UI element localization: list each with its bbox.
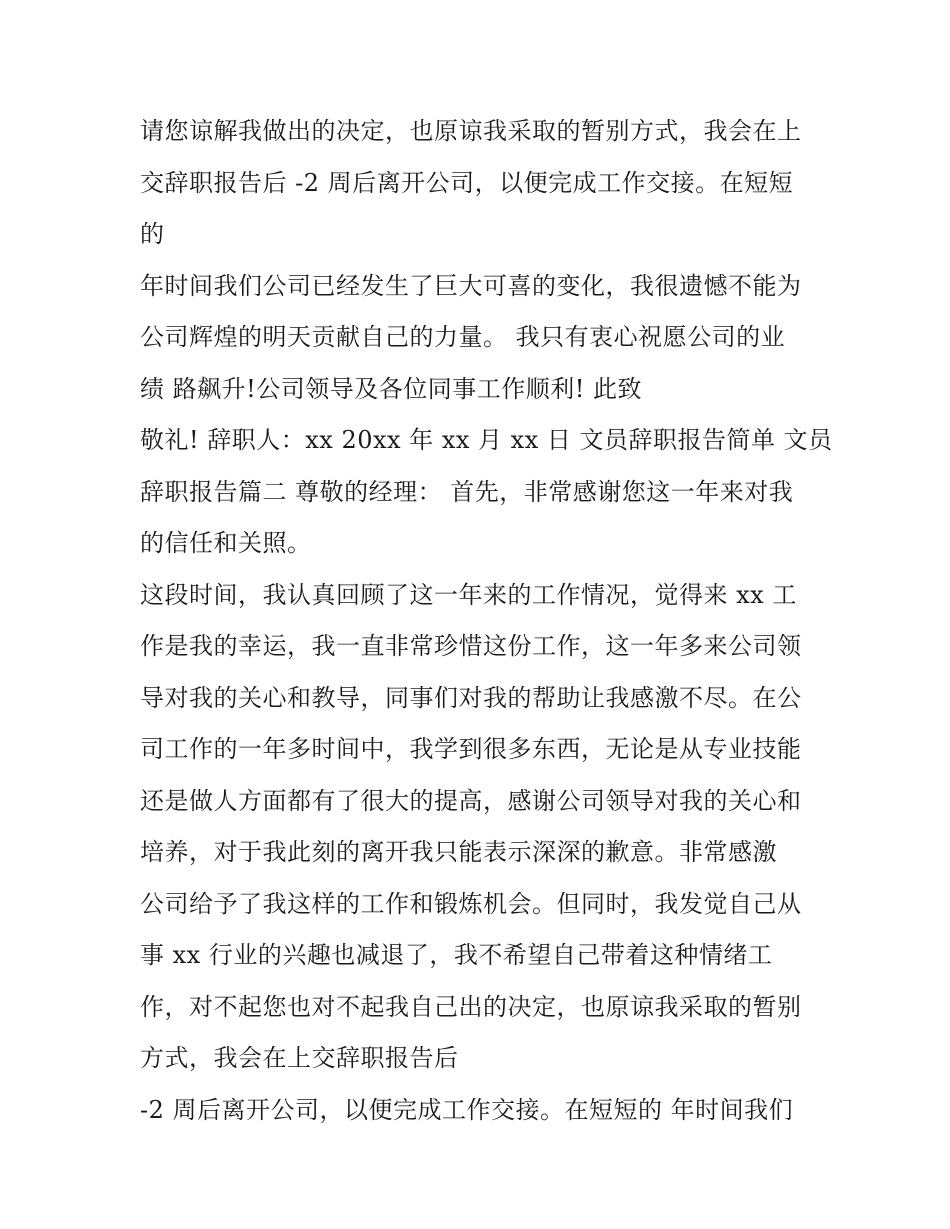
text-line-13: 司工作的一年多时间中，我学到很多东西，无论是从专业技能 bbox=[140, 735, 802, 763]
text-line-7: 敬礼! 辞职人：xx 20xx 年 xx 月 xx 日 文员辞职报告简单 文员 bbox=[140, 426, 833, 454]
text-line-17: 事 xx 行业的兴趣也减退了，我不希望自己带着这种情绪工 bbox=[140, 941, 773, 969]
body-text bbox=[140, 106, 833, 1136]
text-line-19: 方式，我会在上交辞职报告后 bbox=[140, 1044, 459, 1072]
text-line-3: 的 bbox=[140, 220, 165, 248]
text-line-20: -2 周后离开公司，以便完成工作交接。在短短的 年时间我们 bbox=[140, 1095, 794, 1124]
text-line-8: 辞职报告篇二 尊敬的经理： 首先，非常感谢您这一年来对我 bbox=[140, 477, 794, 506]
text-line-16: 公司给予了我这样的工作和锻炼机会。但同时，我发觉自己从 bbox=[140, 889, 802, 918]
text-line-11: 作是我的幸运，我一直非常珍惜这份工作，这一年多来公司领 bbox=[140, 632, 802, 660]
text-line-18: 作，对不起您也对不起我自己出的决定，也原谅我采取的暂别 bbox=[140, 992, 802, 1021]
text-line-14: 还是做人方面都有了很大的提高，感谢公司领导对我的关心和 bbox=[140, 786, 802, 815]
text-line-6: 绩 路飙升!公司领导及各位同事工作顺利! 此致 bbox=[140, 374, 643, 403]
text-line-12: 导对我的关心和教导，同事们对我的帮助让我感激不尽。在公 bbox=[140, 683, 802, 712]
text-line-2: 交辞职报告后 -2 周后离开公司，以便完成工作交接。在短短 bbox=[140, 168, 794, 197]
text-line-1: 请您谅解我做出的决定，也原谅我采取的暂别方式，我会在上 bbox=[140, 117, 802, 145]
text-line-15: 培养，对于我此刻的离开我只能表示深深的歉意。非常感激 bbox=[140, 838, 777, 866]
text-line-5: 公司辉煌的明天贡献自己的力量。 我只有衷心祝愿公司的业 bbox=[140, 323, 786, 351]
text-line-4: 年时间我们公司已经发生了巨大可喜的变化，我很遗憾不能为 bbox=[140, 271, 802, 300]
text-line-10: 这段时间，我认真回顾了这一年来的工作情况，觉得来 xx 工 bbox=[140, 580, 797, 609]
text-line-9: 的信任和关照。 bbox=[140, 529, 312, 557]
